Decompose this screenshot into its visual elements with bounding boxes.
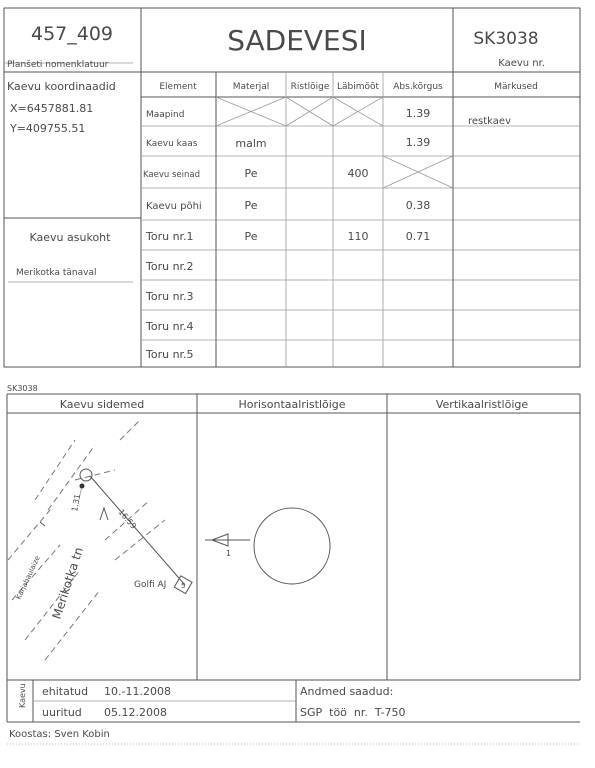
section-id: SK3038 (7, 384, 38, 393)
row-element: Toru nr.3 (146, 290, 194, 303)
row-height: 1.39 (405, 107, 431, 120)
site-sketch (8, 420, 192, 660)
row-element: Kaevu kaas (146, 139, 198, 149)
col-horizontal-section: Horisontaalristlõige (238, 398, 346, 411)
surveyed-date: 05.12.2008 (104, 706, 167, 719)
side-street-name: Karjahaulaize (14, 554, 42, 601)
col-well-links: Kaevu sidemed (59, 398, 145, 411)
compiled-by: Koostas: Sven Kobin (9, 729, 110, 740)
executed-label: ehitatud (42, 685, 89, 698)
side-label: Kaevu (18, 683, 27, 708)
col-header-abs-height: Abs.kõrgus (393, 82, 443, 92)
network-title: SADEVESI (227, 24, 367, 57)
row-element: Toru nr.5 (146, 348, 194, 361)
row-material: Pe (244, 230, 258, 243)
col-header-element: Element (159, 82, 197, 92)
row-height: 1.39 (405, 136, 431, 149)
well-id-label: Kaevu nr. (498, 58, 545, 69)
horizontal-section-drawing (205, 508, 330, 584)
surveyed-label: uuritud (42, 706, 82, 719)
street-name: Merikotka tn (49, 545, 86, 621)
location-value: Merikotka tänaval (16, 268, 97, 278)
col-header-cross-section: Ristlõige (290, 82, 330, 92)
data-source-value: SGP töö nr. T-750 (300, 706, 406, 719)
reference-mark: 5 (181, 582, 186, 590)
row-height: 0.38 (405, 199, 431, 212)
coords-label: Kaevu koordinaadid (7, 80, 116, 93)
y-coordinate: Y=409755.51 (10, 122, 86, 135)
row-element: Maapind (146, 110, 185, 120)
drawings-frame (7, 394, 580, 680)
row-element: Kaevu seinad (143, 170, 200, 180)
row-height: 0.71 (405, 230, 431, 243)
distance-b: 16.59 (116, 507, 139, 531)
col-header-material: Materjal (232, 82, 270, 92)
distance-a: 1.31 (70, 493, 83, 513)
location-label: Kaevu asukoht (29, 231, 111, 244)
data-source-label: Andmed saadud: (300, 685, 394, 698)
reference-point: Golfi AJ (134, 580, 167, 590)
row-material: malm (235, 137, 267, 150)
x-coordinate: X=6457881.81 (10, 102, 94, 115)
row-diameter: 110 (347, 230, 369, 243)
executed-date: 10.-11.2008 (104, 685, 171, 698)
col-header-notes: Märkused (494, 82, 538, 92)
row-material: Pe (244, 199, 258, 212)
well-id: SK3038 (473, 29, 539, 49)
sheet-number-label: Planšeti nomenklatuur (7, 60, 109, 70)
row-notes: restkaev (468, 116, 511, 127)
row-diameter: 400 (347, 167, 369, 180)
row-element: Toru nr.2 (146, 260, 194, 273)
row-element: Toru nr.1 (146, 230, 194, 243)
sheet-number: 457_409 (30, 23, 114, 45)
col-header-diameter: Läbimõõt (336, 82, 380, 92)
row-element: Kaevu põhi (146, 201, 202, 212)
col-vertical-section: Vertikaalristlõige (435, 398, 529, 411)
pipe-number: 1 (226, 549, 232, 558)
row-element: Toru nr.4 (146, 320, 194, 333)
row-material: Pe (244, 167, 258, 180)
